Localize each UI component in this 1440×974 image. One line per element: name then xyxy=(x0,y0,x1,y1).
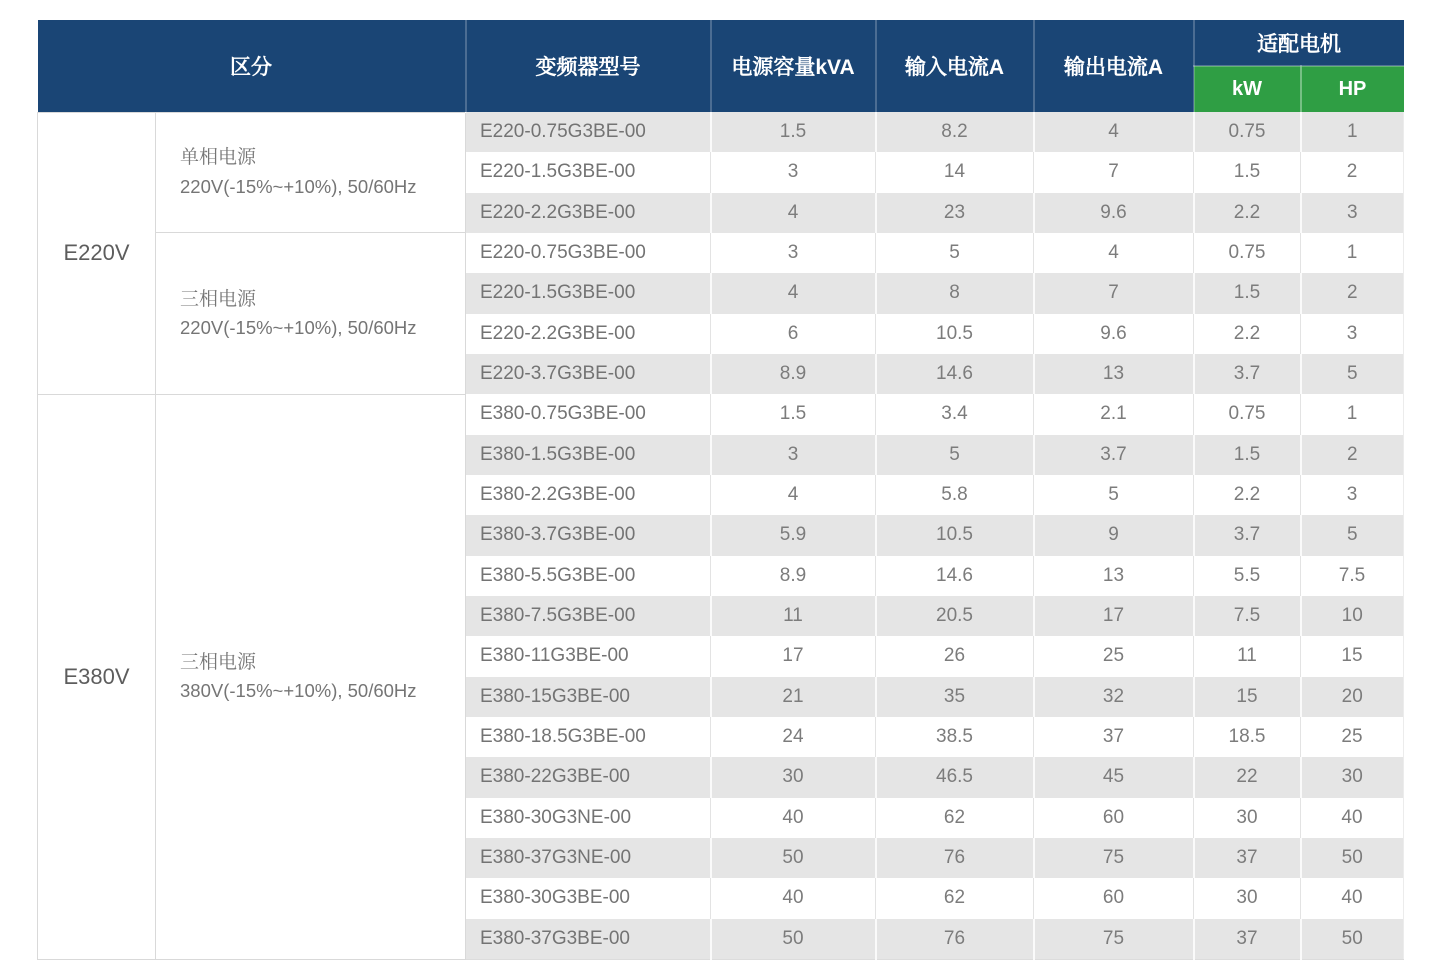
value-cell: 3.7 xyxy=(1194,515,1301,555)
model-cell: E220-2.2G3BE-00 xyxy=(466,314,711,354)
value-cell: 14.6 xyxy=(876,556,1034,596)
value-cell: 25 xyxy=(1034,636,1194,676)
value-cell: 7 xyxy=(1034,152,1194,192)
value-cell: 20.5 xyxy=(876,596,1034,636)
value-cell: 3 xyxy=(1301,475,1404,515)
model-cell: E380-37G3BE-00 xyxy=(466,919,711,960)
value-cell: 37 xyxy=(1194,838,1301,878)
value-cell: 1.5 xyxy=(1194,435,1301,475)
value-cell: 11 xyxy=(711,596,876,636)
model-cell: E380-15G3BE-00 xyxy=(466,677,711,717)
value-cell: 15 xyxy=(1301,636,1404,676)
value-cell: 60 xyxy=(1034,878,1194,918)
value-cell: 10.5 xyxy=(876,314,1034,354)
value-cell: 40 xyxy=(711,878,876,918)
value-cell: 1 xyxy=(1301,394,1404,434)
value-cell: 50 xyxy=(1301,919,1404,960)
model-cell: E380-1.5G3BE-00 xyxy=(466,435,711,475)
model-cell: E220-3.7G3BE-00 xyxy=(466,354,711,394)
power-phase-cell xyxy=(156,233,466,394)
power-phase-cell xyxy=(156,112,466,233)
value-cell: 0.75 xyxy=(1194,394,1301,434)
voltage-class-cell: E220V xyxy=(38,112,156,394)
inverter-spec-table xyxy=(37,20,1404,960)
model-cell: E380-2.2G3BE-00 xyxy=(466,475,711,515)
value-cell: 17 xyxy=(1034,596,1194,636)
value-cell: 37 xyxy=(1194,919,1301,960)
value-cell: 76 xyxy=(876,838,1034,878)
header-output-current: 输出电流A xyxy=(1034,20,1194,112)
model-cell: E380-11G3BE-00 xyxy=(466,636,711,676)
value-cell: 7.5 xyxy=(1194,596,1301,636)
value-cell: 4 xyxy=(711,193,876,233)
value-cell: 2 xyxy=(1301,152,1404,192)
value-cell: 11 xyxy=(1194,636,1301,676)
value-cell: 5 xyxy=(876,435,1034,475)
value-cell: 0.75 xyxy=(1194,233,1301,273)
phase-label: 三相电源 xyxy=(180,651,257,673)
model-cell: E380-30G3BE-00 xyxy=(466,878,711,918)
value-cell: 9 xyxy=(1034,515,1194,555)
voltage-spec-label: 380V(-15%~+10%), 50/60Hz xyxy=(180,680,417,702)
value-cell: 9.6 xyxy=(1034,314,1194,354)
value-cell: 5.9 xyxy=(711,515,876,555)
model-cell: E220-2.2G3BE-00 xyxy=(466,193,711,233)
value-cell: 3 xyxy=(711,152,876,192)
value-cell: 8.9 xyxy=(711,354,876,394)
value-cell: 50 xyxy=(711,838,876,878)
value-cell: 25 xyxy=(1301,717,1404,757)
value-cell: 5 xyxy=(1034,475,1194,515)
voltage-spec-label: 220V(-15%~+10%), 50/60Hz xyxy=(180,175,417,197)
value-cell: 8.2 xyxy=(876,112,1034,152)
phase-label: 单相电源 xyxy=(180,147,257,169)
model-cell: E380-3.7G3BE-00 xyxy=(466,515,711,555)
value-cell: 4 xyxy=(1034,112,1194,152)
voltage-spec-label: 220V(-15%~+10%), 50/60Hz xyxy=(180,317,417,339)
value-cell: 10 xyxy=(1301,596,1404,636)
value-cell: 38.5 xyxy=(876,717,1034,757)
header-category: 区分 xyxy=(38,20,466,112)
table-header xyxy=(38,20,1404,112)
value-cell: 40 xyxy=(711,798,876,838)
model-cell: E380-22G3BE-00 xyxy=(466,757,711,797)
value-cell: 7 xyxy=(1034,273,1194,313)
value-cell: 5.5 xyxy=(1194,556,1301,596)
value-cell: 1.5 xyxy=(711,394,876,434)
value-cell: 62 xyxy=(876,878,1034,918)
value-cell: 30 xyxy=(1194,798,1301,838)
value-cell: 35 xyxy=(876,677,1034,717)
power-phase-cell xyxy=(156,394,466,959)
value-cell: 2.2 xyxy=(1194,314,1301,354)
value-cell: 4 xyxy=(711,273,876,313)
phase-label: 三相电源 xyxy=(180,288,257,310)
value-cell: 1 xyxy=(1301,233,1404,273)
value-cell: 1.5 xyxy=(1194,273,1301,313)
header-hp: HP xyxy=(1301,66,1404,112)
value-cell: 30 xyxy=(1194,878,1301,918)
value-cell: 7.5 xyxy=(1301,556,1404,596)
value-cell: 14.6 xyxy=(876,354,1034,394)
value-cell: 32 xyxy=(1034,677,1194,717)
value-cell: 40 xyxy=(1301,798,1404,838)
value-cell: 30 xyxy=(711,757,876,797)
value-cell: 5 xyxy=(1301,354,1404,394)
value-cell: 14 xyxy=(876,152,1034,192)
value-cell: 30 xyxy=(1301,757,1404,797)
value-cell: 22 xyxy=(1194,757,1301,797)
model-cell: E380-18.5G3BE-00 xyxy=(466,717,711,757)
model-cell: E220-1.5G3BE-00 xyxy=(466,152,711,192)
table-row xyxy=(38,112,1404,152)
value-cell: 5 xyxy=(1301,515,1404,555)
header-kw: kW xyxy=(1194,66,1301,112)
value-cell: 1.5 xyxy=(711,112,876,152)
header-input-current: 输入电流A xyxy=(876,20,1034,112)
value-cell: 21 xyxy=(711,677,876,717)
value-cell: 75 xyxy=(1034,919,1194,960)
value-cell: 2.2 xyxy=(1194,193,1301,233)
value-cell: 4 xyxy=(711,475,876,515)
value-cell: 10.5 xyxy=(876,515,1034,555)
model-cell: E380-37G3NE-00 xyxy=(466,838,711,878)
value-cell: 5.8 xyxy=(876,475,1034,515)
value-cell: 17 xyxy=(711,636,876,676)
value-cell: 3 xyxy=(1301,193,1404,233)
value-cell: 5 xyxy=(876,233,1034,273)
value-cell: 4 xyxy=(1034,233,1194,273)
value-cell: 62 xyxy=(876,798,1034,838)
value-cell: 20 xyxy=(1301,677,1404,717)
value-cell: 23 xyxy=(876,193,1034,233)
value-cell: 3 xyxy=(711,435,876,475)
value-cell: 1 xyxy=(1301,112,1404,152)
value-cell: 76 xyxy=(876,919,1034,960)
value-cell: 9.6 xyxy=(1034,193,1194,233)
value-cell: 50 xyxy=(711,919,876,960)
header-model: 变频器型号 xyxy=(466,20,711,112)
value-cell: 26 xyxy=(876,636,1034,676)
value-cell: 2 xyxy=(1301,435,1404,475)
model-cell: E380-7.5G3BE-00 xyxy=(466,596,711,636)
value-cell: 18.5 xyxy=(1194,717,1301,757)
table-row xyxy=(38,233,1404,273)
value-cell: 2.1 xyxy=(1034,394,1194,434)
model-cell: E380-30G3NE-00 xyxy=(466,798,711,838)
value-cell: 3.7 xyxy=(1194,354,1301,394)
value-cell: 2 xyxy=(1301,273,1404,313)
value-cell: 3 xyxy=(711,233,876,273)
value-cell: 13 xyxy=(1034,354,1194,394)
table-body xyxy=(38,112,1404,959)
header-capacity-kva: 电源容量kVA xyxy=(711,20,876,112)
value-cell: 46.5 xyxy=(876,757,1034,797)
value-cell: 75 xyxy=(1034,838,1194,878)
value-cell: 6 xyxy=(711,314,876,354)
value-cell: 3.7 xyxy=(1034,435,1194,475)
header-motor-group: 适配电机 xyxy=(1194,20,1404,66)
model-cell: E220-0.75G3BE-00 xyxy=(466,233,711,273)
value-cell: 37 xyxy=(1034,717,1194,757)
model-cell: E220-1.5G3BE-00 xyxy=(466,273,711,313)
value-cell: 13 xyxy=(1034,556,1194,596)
value-cell: 3 xyxy=(1301,314,1404,354)
value-cell: 24 xyxy=(711,717,876,757)
table-row xyxy=(38,394,1404,434)
inverter-spec-table-container xyxy=(37,20,1404,960)
value-cell: 45 xyxy=(1034,757,1194,797)
value-cell: 1.5 xyxy=(1194,152,1301,192)
value-cell: 0.75 xyxy=(1194,112,1301,152)
value-cell: 2.2 xyxy=(1194,475,1301,515)
value-cell: 15 xyxy=(1194,677,1301,717)
value-cell: 40 xyxy=(1301,878,1404,918)
value-cell: 60 xyxy=(1034,798,1194,838)
voltage-class-cell: E380V xyxy=(38,394,156,959)
model-cell: E380-5.5G3BE-00 xyxy=(466,556,711,596)
value-cell: 3.4 xyxy=(876,394,1034,434)
value-cell: 8.9 xyxy=(711,556,876,596)
value-cell: 8 xyxy=(876,273,1034,313)
model-cell: E220-0.75G3BE-00 xyxy=(466,112,711,152)
model-cell: E380-0.75G3BE-00 xyxy=(466,394,711,434)
value-cell: 50 xyxy=(1301,838,1404,878)
